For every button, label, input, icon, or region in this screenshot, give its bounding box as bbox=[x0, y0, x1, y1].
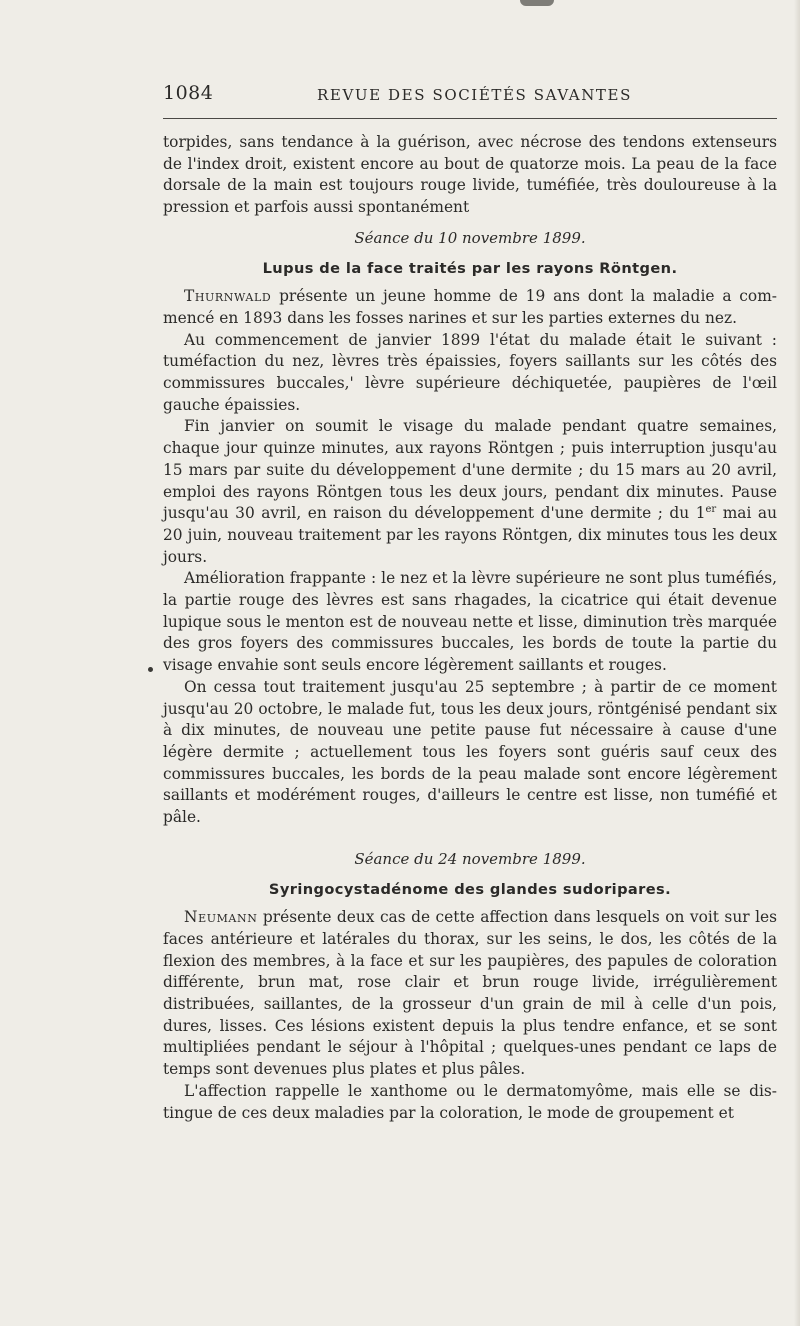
page-edge-shadow bbox=[794, 0, 800, 1326]
header-rule bbox=[163, 118, 777, 119]
scan-smudge bbox=[520, 0, 554, 6]
paragraph-cessation: On cessa tout traitement jusqu'au 25 septembre ; à partir de ce moment jusqu'au 20 octobre, le malade fut, tous les deux jours, röntgénisé pendant six à dix minutes, de nouveau une petite pause fut nécessaire à cause d'une légère dermite ; actuellement tous les foyers sont guéris sauf ceux des commissures buccales, les bords de la peau malade sont encore légèrement saillants et modérément rouges, d'ailleurs le centre est lisse, non tuméfié et pâle. bbox=[163, 677, 777, 827]
paragraph-thurnwald bbox=[163, 286, 777, 329]
paragraph-text: mai au 20 juin, nouveau traitement par les rayons Röntgen, dix minutes tous les deux jours. bbox=[163, 504, 777, 566]
page-number: 1084 bbox=[163, 82, 214, 104]
seance-heading-1: Séance du 10 novembre 1899. bbox=[354, 228, 586, 247]
paragraph-affection: L'affection rappelle le xanthome ou le dermatomyôme, mais elle se distingue de ces deux maladies par la coloration, le mode de groupement et bbox=[163, 1081, 777, 1122]
paragraph-treatment bbox=[163, 416, 777, 568]
paragraph-text: présente un jeune homme de 19 ans dont la maladie a commencé en 1893 dans les fosses narines et sur les parties externes du nez. bbox=[163, 287, 777, 327]
seance-heading-2: Séance du 24 novembre 1899. bbox=[354, 849, 586, 868]
paragraph-improvement: Amélioration frappante : le nez et la lèvre supérieure ne sont plus tuméfiés, la partie rouge des lèvres est sans rhagades, la cicatrice qui était devenue lupique sous le menton est de nouveau nette et lisse, diminution très marquée des gros foyers des commissures buccales, les bords de toute la partie du visage envahie sont seuls encore légèrement saillants et rouges. bbox=[163, 569, 777, 675]
paragraph-text: présente deux cas de cette affection dans lesquels on voit sur les faces antérieure et latérales du thorax, sur les seins, le dos, les côtés de la flexion des membres, à la face et sur les paupières, des papules de coloration différente, brun mat, rose clair et brun rouge livide, irrégulièrement distribuées, saillantes, de la grosseur d'un grain de mil à celle d'un pois, dures, lisses. Ces lésions existent depuis la plus tendre enfance, et se sont multipliées pendant le séjour à l'hôpital ; quelques-unes pendant ce laps de temps sont devenues plus plates et plus pâles. bbox=[163, 908, 777, 1079]
section-title-syringocystadenome: Syringocystadénome des glandes sudoripares. bbox=[268, 880, 672, 898]
body-text bbox=[163, 132, 777, 1124]
author-name: Thurnwald bbox=[184, 287, 272, 306]
section-title-lupus: Lupus de la face traités par les rayons Röntgen. bbox=[262, 259, 678, 277]
margin-mark bbox=[148, 667, 153, 672]
running-title: REVUE DES SOCIÉTÉS SAVANTES bbox=[317, 86, 632, 104]
paragraph-text: Fin janvier on soumit le visage du malade pendant quatre semaines, chaque jour quinze minutes, aux rayons Röntgen ; puis interruption jusqu'au 15 mars par suite du développement d'une dermite ; du 15 mars au 20 avril, emploi des rayons Röntgen tous les deux jours, pendant dix minutes. Pause jusqu'au 30 avril, en raison du développement d'une dermite ; du 1 bbox=[163, 417, 777, 523]
paragraph-neumann bbox=[163, 907, 777, 1081]
superscript: er bbox=[705, 504, 717, 516]
intro-paragraph: torpides, sans tendance à la guérison, avec nécrose des tendons extenseurs de l'index droit, existent encore au bout de quatorze mois. La peau de la face dorsale de la main est toujours rouge livide, tuméfiée, très douloureuse à la pression et parfois aussi spontanément bbox=[163, 133, 777, 217]
page-header bbox=[163, 82, 777, 108]
author-name: Neumann bbox=[184, 908, 258, 927]
paragraph-state: Au commencement de janvier 1899 l'état du malade était le suivant : tuméfaction du nez, lèvres très épaissies, foyers saillants sur les côtés des commissures buccales,' lèvre supérieure déchiquetée, paupières de l'œil gauche épaissies. bbox=[163, 330, 777, 414]
